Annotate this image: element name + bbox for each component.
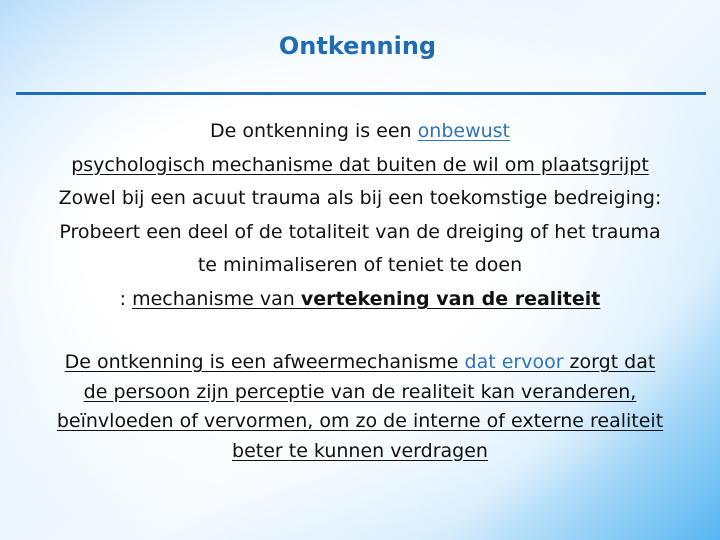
defense-line-1: De ontkenning is een afweermechanisme dat ervoor zorgt dat [64, 351, 656, 373]
defense-mechanism-paragraph [0, 348, 720, 466]
definition-line-3: Zowel bij een acuut trauma als bij een toekomstige bedreiging: [58, 187, 662, 210]
defense-line-4: beter te kunnen verdragen [232, 439, 488, 462]
definition-line-6: : mechanisme van vertekening van de realiteit [119, 287, 601, 310]
defense-line-2: de persoon zijn perceptie van de realiteit kan veranderen, [83, 380, 637, 403]
term-onbewust: onbewust [417, 120, 511, 142]
definition-line-1: De ontkenning is een onbewust [209, 120, 511, 142]
title-divider [16, 92, 706, 95]
definition-line-2: psychologisch mechanisme dat buiten de wil om plaatsgrijpt [71, 153, 649, 176]
definition-paragraph [0, 115, 720, 317]
definition-line-5: te minimaliseren of teniet te doen [197, 254, 523, 277]
term-dat-ervoor: dat ervoor [464, 351, 564, 373]
definition-line-4: Probeert een deel of de totaliteit van de dreiging of het trauma [59, 220, 661, 243]
page-title: Ontkenning [278, 32, 437, 60]
defense-line-3: beïnvloeden of vervormen, om zo de interne of externe realiteit [56, 410, 664, 432]
term-vertekening: vertekening van de realiteit [300, 287, 601, 310]
